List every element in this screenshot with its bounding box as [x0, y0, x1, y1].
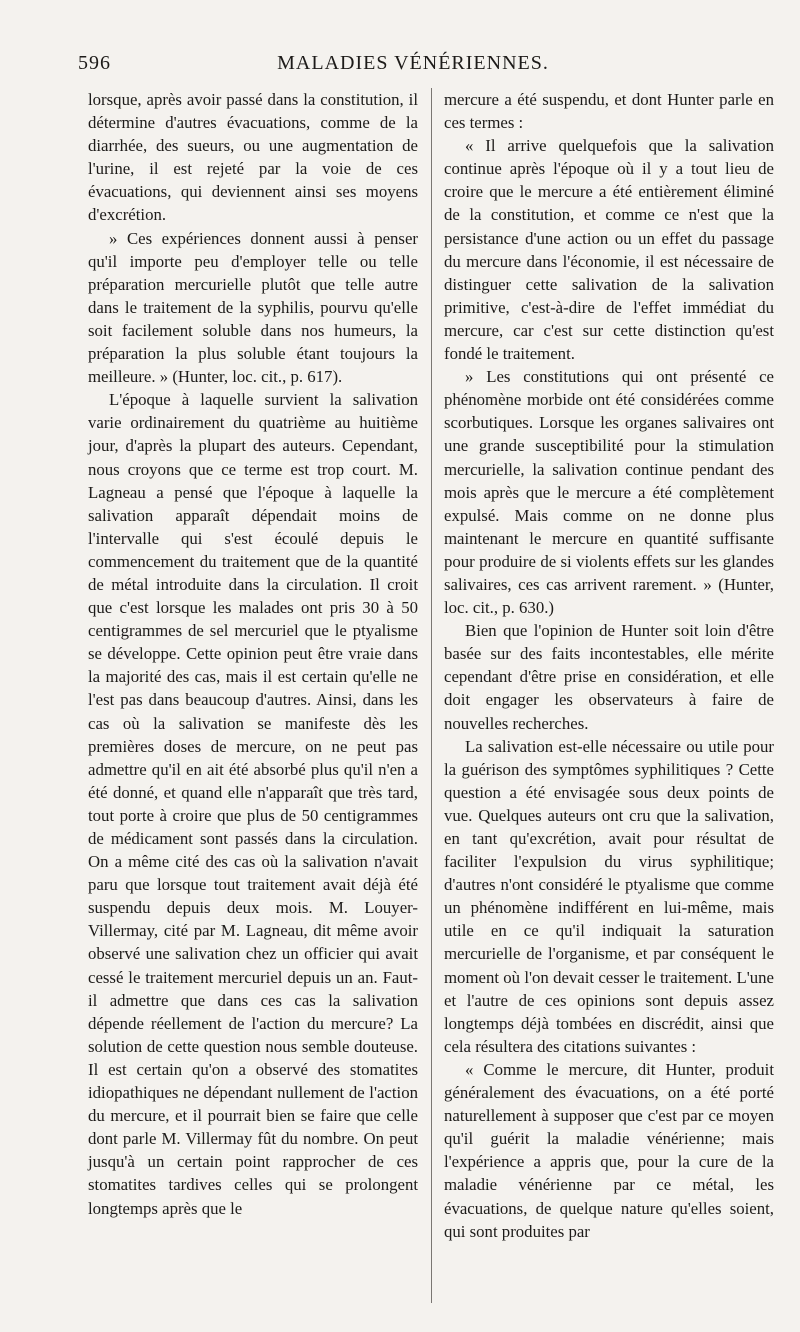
paragraph: Bien que l'opinion de Hunter soit loin d'être basée sur des faits incontestables, elle mérite cependant d'être prise en considération, et elle doit engager les observateurs à faire de nouvelles recherches.: [444, 621, 774, 733]
paragraph: » Ces expériences donnent aussi à penser qu'il importe peu d'employer telle ou telle préparation mercurielle plutôt que telle autre dans le traitement de la syphilis, pourvu qu'elle soit facilement soluble dans nos humeurs, la préparation la plus soluble étant toujours la meilleure. » (Hunter, loc. cit., p. 617).: [88, 228, 418, 387]
paragraph: L'époque à laquelle survient la salivation varie ordinairement du quatrième au huitième jour, d'après la plupart des auteurs. Cependant, nous croyons que ce terme est trop court. M. Lagneau a pensé que l'époque à laquelle la salivation apparaît dépendait moins de l'intervalle qui s'est écoulé depuis le commencement du traitement que de la quantité de métal introduite dans la circulation. Il croit que c'est lorsque les malades ont pris 30 à 50 centigrammes de sel mercuriel que le ptyalisme se développe. Cette opinion peut être vraie dans la majorité des cas, mais il est certain qu'elle ne l'est pas dans beaucoup d'autres. Ainsi, dans les cas où la salivation se manifeste dès les premières doses de mercure, on ne peut pas admettre qu'il en ait été absorbé plus qu'il n'en a été donné, et quand elle n'apparaît que très tard, tout porte à croire que plus de 50 centigrammes de médicament sont passés dans la circulation. On a même cité des cas où la salivation n'avait paru que lorsque tout traitement avait déjà été suspendu depuis deux mois. M. Louyer-Villermay, cité par M. Lagneau, dit même avoir observé une salivation chez un officier qui avait cessé le traitement mercuriel depuis un an. Faut-il admettre que dans ces cas la salivation dépende réellement de l'action du mercure? La solution de cette question nous semble douteuse. Il est certain qu'on a observé des stomatites idiopathiques ne dépendant nullement de l'action du mercure, et il pourrait bien se faire que celle dont parle M. Villermay fût du nombre. On peut jusqu'à un certain point rapprocher de ces stomatites tardives celles qui se prolongent longtemps après que le: [88, 390, 418, 1218]
paragraph: La salivation est-elle nécessaire ou utile pour la guérison des symptômes syphilitiques ? Cette question a été envisagée sous deux points de vue. Quelques auteurs ont cru que la salivation, en tant qu'excrétion, avait pour résultat de faciliter l'expulsion du virus syphilitique; d'autres n'ont considéré le ptyalisme que comme un phénomène indifférent en lui-même, mais utile en ce qu'il indiquait la saturation mercurielle de l'organisme, et par conséquent le moment où l'on devait cesser le traitement. L'une et l'autre de ces opinions sont depuis assez longtemps déjà tombées en discrédit, ainsi que cela résultera des citations suivantes :: [444, 736, 774, 1056]
paragraph: » Les constitutions qui ont présenté ce phénomène morbide ont été considérées comme scorbutiques. Lorsque les organes salivaires ont une grande susceptibilité pour la stimulation mercurielle, la salivation continue pendant des mois après que le mercure a été complètement expulsé. Mais comme on ne donne plus maintenant le mercure en quantité suffisante pour produire de si violents effets sur les glandes salivaires, ces cas arrivent rarement. » (Hunter, loc. cit., p. 630.): [444, 367, 774, 618]
left-column: [88, 88, 418, 1220]
running-title: MALADIES VÉNÉRIENNES.: [277, 52, 549, 74]
page-number: 596: [78, 52, 111, 74]
paragraph: « Comme le mercure, dit Hunter, produit généralement des évacuations, on a été porté naturellement à supposer que c'est par ce moyen qu'il guérit la maladie vénérienne; mais l'expérience a appris que, pour la cure de la maladie vénérienne par ce métal, les évacuations, de quelque nature qu'elles soient, qui sont produites par: [444, 1059, 774, 1241]
right-column: [444, 88, 774, 1243]
paragraph: « Il arrive quelquefois que la salivation continue après l'époque où il y a tout lieu de croire que le mercure a été entièrement éliminé de la constitution, et comme ce n'est que la persistance d'une action ou un effet du passage du mercure dans l'économie, il est nécessaire de distinguer cette salivation de la salivation primitive, c'est-à-dire de l'effet immédiat du mercure, car c'est sur cette distinction qu'est fondé le traitement.: [444, 136, 774, 364]
column-divider: [431, 88, 432, 1303]
paragraph: lorsque, après avoir passé dans la constitution, il détermine d'autres évacuations, comme de la diarrhée, des sueurs, ou une augmentation de l'urine, il est rejeté par la voie de ces évacuations, qui deviennent ainsi ses moyens d'excrétion.: [88, 90, 418, 225]
paragraph: mercure a été suspendu, et dont Hunter parle en ces termes :: [444, 90, 774, 133]
running-head: [78, 52, 748, 82]
